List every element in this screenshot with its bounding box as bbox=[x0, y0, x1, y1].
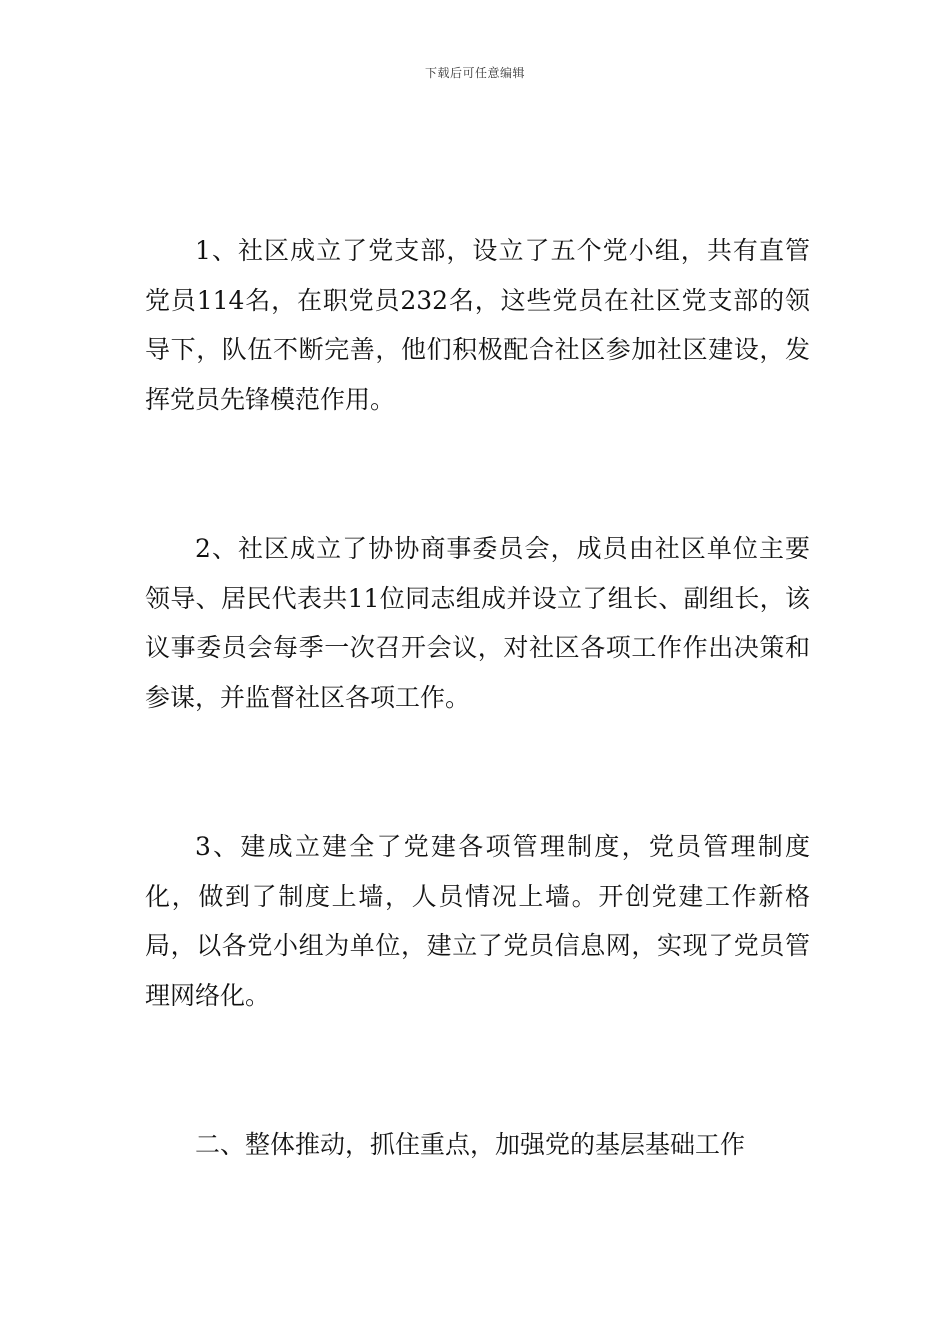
paragraph-3: 3、建成立建全了党建各项管理制度，党员管理制度化，做到了制度上墙，人员情况上墙。开创党建工作新格局，以各党小组为单位，建立了党员信息网，实现了党员管理网络化。 bbox=[145, 832, 810, 1010]
page-header: 下载后可任意编辑 bbox=[424, 66, 525, 80]
paragraph-2: 2、社区成立了协协商事委员会，成员由社区单位主要领导、居民代表共11位同志组成并设立了组长、副组长，该议事委员会每季一次召开会议，对社区各项工作作出决策和参谋，并监督社区各项工作。 bbox=[145, 534, 810, 712]
section-heading: 二、整体推动，抓住重点，加强党的基层基础工作 bbox=[195, 1130, 746, 1159]
paragraph-1: 1、社区成立了党支部，设立了五个党小组，共有直管党员114名，在职党员232名，这些党员在社区党支部的领导下，队伍不断完善，他们积极配合社区参加社区建设，发挥党员先锋模范作用。 bbox=[145, 236, 810, 414]
